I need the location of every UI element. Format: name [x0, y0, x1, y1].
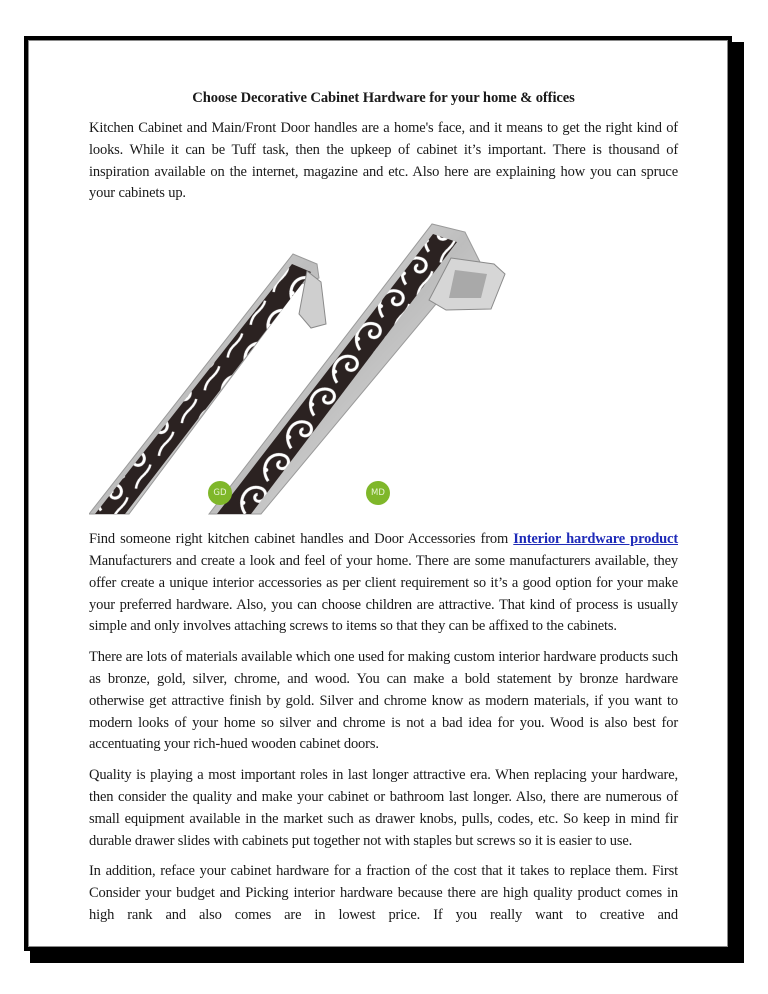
paragraph-quality: Quality is playing a most important roles in last longer attractive era. When replacing your hardware, then consider the quality and make your cabinet or bathroom last longer. Also, there are numerous of small equipment available in the market such as drawer knobs, pulls, codes, etc. So keep in mind fir durable drawer slides with cabinets put together not with staples but screws so it is easier to use. [89, 767, 678, 849]
badge-gd: GD [208, 481, 232, 505]
door-handles-illustration [89, 214, 689, 517]
badge-md: MD [366, 481, 390, 505]
document-content [89, 88, 678, 936]
paragraph-find-hardware [89, 529, 678, 638]
paragraph-materials: There are lots of materials available which one used for making custom interior hardware products such as bronze, gold, silver, chrome, and wood. You can make a bold statement by bronze hardware otherwise get attractive finish by gold. Silver and chrome know as modern materials, if you want to modern looks of your home so silver and chrome is not a bad idea for you. Wood is also best for accentuating your rich-hued wooden cabinet doors. [89, 649, 678, 753]
paragraph-reface: In addition, reface your cabinet hardware for a fraction of the cost that it takes to replace them. First Consider your budget and Picking interior hardware because there are high quality product comes in high rank and also comes are in lowest price. If you really want to creative and [89, 863, 678, 923]
document-title: Choose Decorative Cabinet Hardware for your home & offices [192, 90, 575, 106]
interior-hardware-product-link[interactable]: Interior hardware product [513, 531, 678, 548]
paragraph-text: Manufacturers and create a look and feel of your home. There are some manufacturers available, they offer create a unique interior accessories as per client requirement so it’s a good option for your make your preferred hardware. Also, you can choose children are attractive. That kind of process is usually simple and only involves attaching screws to items so that they can be affixed to the cabinets. [89, 552, 678, 635]
door-handles-image [89, 214, 689, 517]
paragraph-text: Find someone right kitchen cabinet handles and Door Accessories from [89, 531, 514, 548]
intro-paragraph: Kitchen Cabinet and Main/Front Door handles are a home's face, and it means to get the right kind of looks. While it can be Tuff task, then the upkeep of cabinet it’s important. There is thousand of inspiration available on the internet, magazine and etc. Also here are explaining how you can spruce your cabinets up. [89, 120, 678, 202]
